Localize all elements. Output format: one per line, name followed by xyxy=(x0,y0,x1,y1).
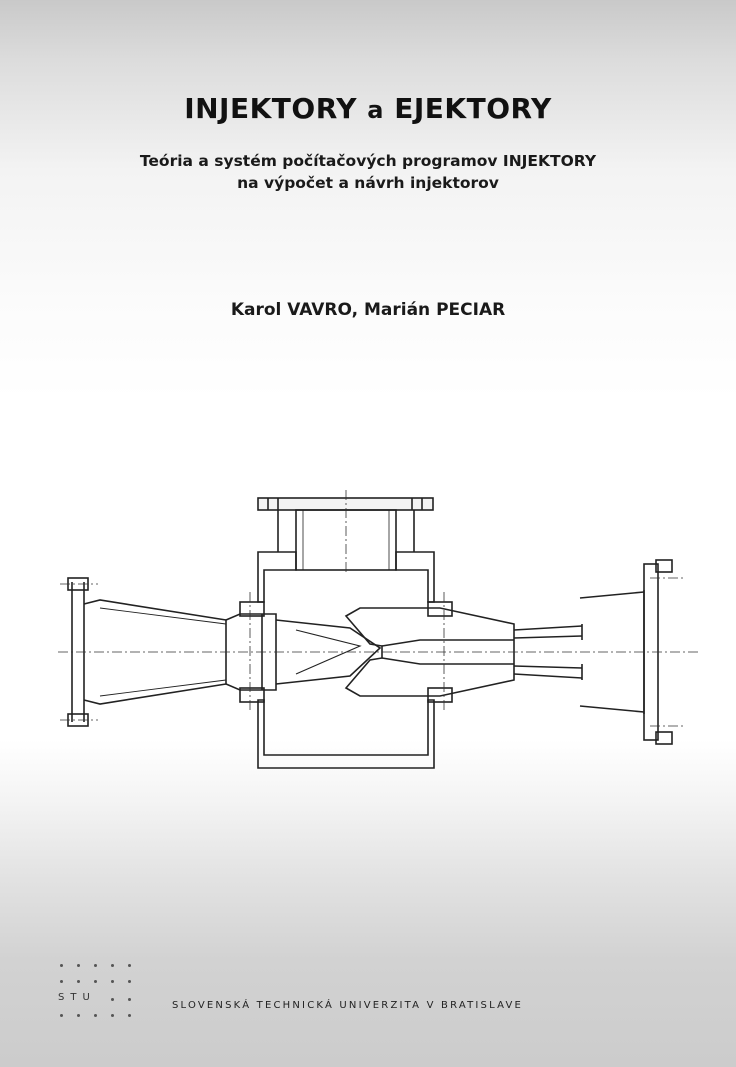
book-subtitle xyxy=(0,150,736,194)
title-main: INJEKTORY xyxy=(184,92,358,125)
subtitle-line-2: na výpočet a návrh injektorov xyxy=(237,174,499,192)
subtitle-line-1: Teória a systém počítačových programov INJEKTORY xyxy=(139,152,597,170)
title-joiner: a xyxy=(367,96,384,124)
injector-drawing-icon xyxy=(0,490,736,775)
book-title xyxy=(0,92,736,125)
logo-letters: STU xyxy=(58,992,96,1003)
title-second: EJEKTORY xyxy=(394,92,552,125)
stu-logo-icon xyxy=(58,962,138,1022)
authors: Karol VAVRO, Marián PECIAR xyxy=(230,300,506,320)
university-name: SLOVENSKÁ TECHNICKÁ UNIVERZITA V BRATISLAVE xyxy=(172,1000,524,1011)
